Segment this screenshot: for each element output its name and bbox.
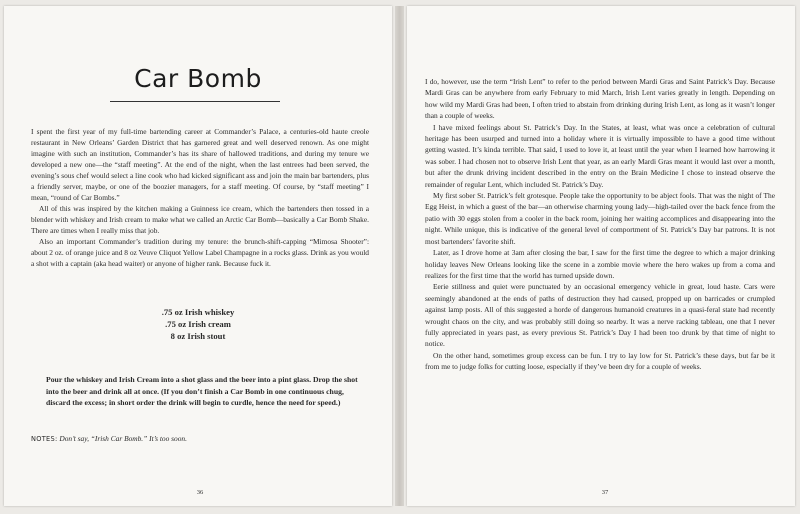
recipe-instructions: Pour the whiskey and Irish Cream into a shot glass and the beer into a pint glass. Drop the shot into the beer and drink all at once. (If you don’t finish a Car Bomb in one continuous chug, discard the excess; in short order the drink will begin to curdle, hence the need for speed.) (46, 375, 358, 407)
title-underline (110, 101, 280, 102)
notes (31, 433, 371, 445)
paragraph: On the other hand, sometimes group excess can be fun. I try to lay low for St. Patrick’s these days, but far be it from me to judge folks for cutting loose, especially if they’ve been dry for a couple of weeks. (425, 350, 775, 372)
paragraph: Also an important Commander’s tradition during my tenure: the brunch-shift-capping “Mimosa Shooter”: about 2 oz. of orange juice and 8 oz Veuve Cliquot Yellow Label Champagne in a rocks glass. Drink as you would a shot with a captain (aka head waiter) or anyone of higher rank. Because fuck it. (31, 237, 369, 268)
paragraph: My first sober St. Patrick’s felt grotesque. People take the opportunity to be abject fools. That was the night of The Egg Heist, in which a guest of the bar—an otherwise charming young lady—high-tailed over the back fence from the patio with 30 eggs stolen from a cooler in the back room, joining her waiting accomplices and disappearing into the night. While unique, this is indicative of the general level of comportment of St. Patrick’s Day bar patrons. It is not most bartenders’ favorite shift. (425, 191, 775, 246)
ingredient: .75 oz Irish cream (165, 319, 231, 329)
recipe-ingredients (4, 306, 392, 342)
paragraph: Later, as I drove home at 3am after closing the bar, I saw for the first time the degree to which a major drinking holiday leaves New Orleans looking like the scene in a zombie movie where the hero wakes up from a coma and realizes for the first time that the world has turned upside down. (425, 248, 775, 280)
ingredient: .75 oz Irish whiskey (161, 307, 235, 317)
notes-text: Don’t say, “Irish Car Bomb.” It’s too soon. (59, 434, 187, 443)
book-spine (395, 6, 404, 506)
paragraph: Eerie stillness and quiet were punctuated by an occasional emergency vehicle in great, loud haste. Cars were seemingly abandoned at the ends of paths of destruction they had caused, propped up on barricades or crumpled against lamp posts. All of this suggested a horde of dangerous humanoid creatures in a quasi-feral state had recently wrought chaos on the city, and was probably still doing so nearby. It was a nerve racking tableau, one that I never fully appreciated in years past, as every previous St. Patrick’s Day I had been too drunk by that time of night to notice. (425, 282, 775, 349)
paragraph: All of this was inspired by the kitchen making a Guinness ice cream, which the bartenders then tossed in a blender with whiskey and Irish cream to make what we called an Arctic Car Bomb—basically a Car Bomb Shake. There are times when I really miss that job. (31, 204, 369, 235)
notes-label: NOTES: (31, 435, 58, 443)
paragraph: I do, however, use the term “Irish Lent” to refer to the period between Mardi Gras and Saint Patrick’s Day. Because Mardi Gras can be anywhere from early February to mid March, Irish Lent varies greatly in length. Depending on how wild my Mardi Gras had been, I often tried to abstain from drinking during Irish Lent, as long as it wasn’t longer than a couple of weeks. (425, 77, 775, 121)
paragraph: I spent the first year of my full-time bartending career at Commander’s Palace, a centuries-old haute creole restaurant in New Orleans’ Garden District that has garnered great and well deserved renown. As one might imagine with such an institution, Commander’s has its share of hallowed traditions, and during my tenure we developed a new one—the “staff meeting”. At the end of the night, when the last entrees had been served, the evening’s sous chef would select a line cook who had kicked significant ass and join the main bar bartenders, plus a friendly server, maybe, or one of the boozier managers, for a staff meeting. Of course, by “staff meeting” I mean, “round of Car Bombs.” (31, 127, 369, 202)
left-body-text (31, 126, 369, 269)
left-page (4, 6, 392, 506)
right-page (407, 6, 795, 506)
ingredient: 8 oz Irish stout (170, 331, 226, 341)
page-number: 37 (601, 489, 609, 496)
page-number: 36 (196, 489, 204, 496)
right-body-text (425, 76, 775, 373)
paragraph: I have mixed feelings about St. Patrick’s Day. In the States, at least, what was once a celebration of cultural heritage has been usurped and turned into a holiday where it is virtually impossible to have a good time without getting wasted. It’s kinda terrible. That said, I used to love it, at least until the year when I learned how harrowing it was sober. I had chosen not to observe Irish Lent that year, as an early Mardi Gras meant it would last over a month, but after the drunk driving incident described in the entry on the Brain Medicine I chose to instead observe the remainder of regular Lent, which included St. Patrick’s Day. (425, 122, 775, 189)
page-title: Car Bomb (134, 64, 262, 93)
